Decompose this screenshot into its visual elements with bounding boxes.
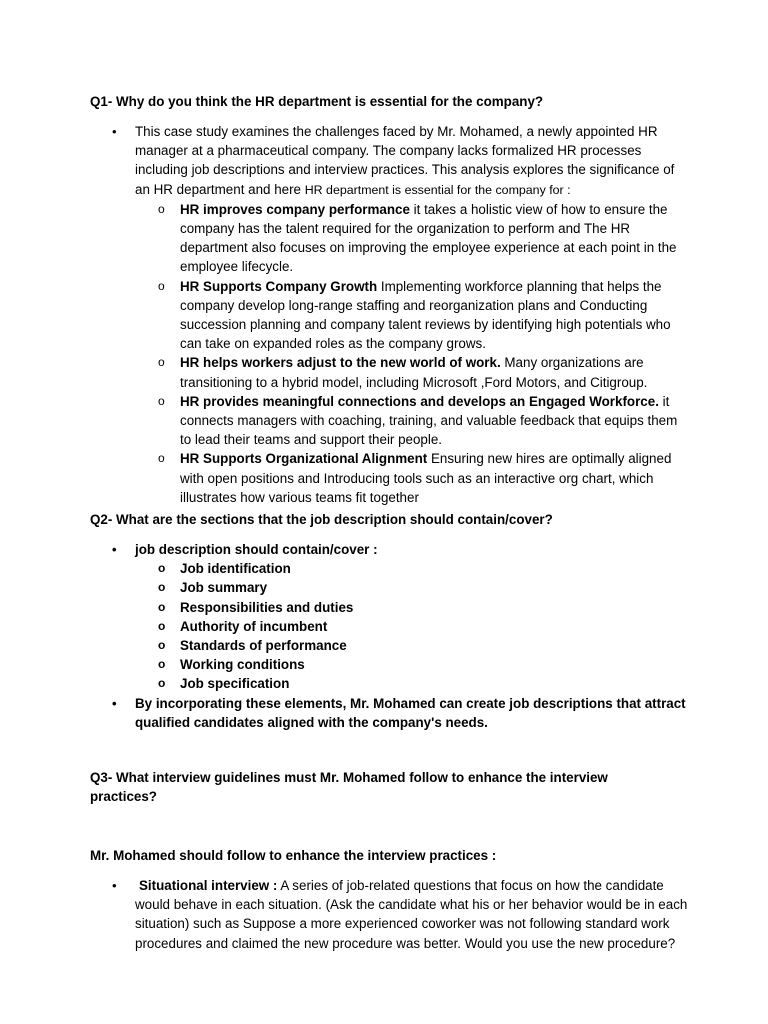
q3-subheading: Mr. Mohamed should follow to enhance the interview practices : xyxy=(90,848,497,863)
circle-bullet-icon: o xyxy=(158,618,166,633)
q2-lead-item xyxy=(90,540,690,559)
q2-section-label: Working conditions xyxy=(180,657,305,673)
q1-point-title: HR Supports Company Growth xyxy=(180,278,378,294)
q1-point xyxy=(90,353,690,391)
circle-bullet-icon: o xyxy=(158,201,165,216)
circle-bullet-icon: o xyxy=(158,355,165,370)
q1-intro-tail: HR department is essential for the company for : xyxy=(304,182,571,197)
circle-bullet-icon: o xyxy=(158,561,166,576)
q1-point xyxy=(90,277,690,354)
q1-intro-text: This case study examines the challenges faced by Mr. Mohamed, a newly appointed HR manager at a pharmaceutical company. The company lacks formalized HR processes including job descriptions and interview practices. This analysis explores the significance of an HR department and here xyxy=(135,124,675,197)
circle-bullet-icon: o xyxy=(158,638,166,653)
question-1: Q1- Why do you think the HR department is essential for the company? xyxy=(90,94,544,109)
q1-point xyxy=(90,392,690,450)
q2-section-item xyxy=(90,559,690,578)
q2-conclusion-list xyxy=(90,694,690,732)
q2-section-item xyxy=(90,674,690,693)
q2-lead-text: job description should contain/cover : xyxy=(135,542,378,557)
q2-section-label: Job specification xyxy=(180,676,290,692)
q2-section-item xyxy=(90,578,690,597)
q3-item-title: Situational interview : xyxy=(139,878,278,893)
q2-section-label: Job summary xyxy=(180,580,268,596)
circle-bullet-icon: o xyxy=(158,451,165,466)
q2-section-item xyxy=(90,617,690,636)
q1-point-text: it connects managers with coaching, training, and valuable feedback that equips them to lead their teams and support their people. xyxy=(180,393,678,448)
q2-bullet-list xyxy=(90,540,690,559)
q2-section-label: Job identification xyxy=(180,561,291,577)
q1-point-text: Implementing workforce planning that helps the company develop long-range staffing and reorganization plans and Conducting succession planning and company talent reviews by identifying high potentials who can take on expanded roles as the company grows. xyxy=(180,278,671,352)
bullet-icon: • xyxy=(112,695,117,711)
circle-bullet-icon: o xyxy=(158,393,165,408)
q1-intro-item xyxy=(90,122,690,200)
q1-point-text: it takes a holistic view of how to ensure the company has the talent required for the organization to perform and The HR department also focuses on improving the employee experience at each point in the employee lifecycle. xyxy=(180,201,677,275)
q2-section-item xyxy=(90,598,690,617)
bullet-icon: • xyxy=(112,124,117,139)
bullet-icon: • xyxy=(112,878,117,893)
q2-section-item xyxy=(90,636,690,655)
bullet-icon: • xyxy=(112,542,117,557)
circle-bullet-icon: o xyxy=(158,599,166,614)
q1-point xyxy=(90,449,690,507)
q1-point-text: Ensuring new hires are optimally aligned with open positions and Introducing tools such as an interactive org chart, which illustrates how various teams fit together xyxy=(180,451,672,505)
q3-answer xyxy=(90,876,690,953)
q1-point-title: HR Supports Organizational Alignment xyxy=(180,451,428,467)
q3-bullet-list xyxy=(90,876,690,953)
q2-section-label: Responsibilities and duties xyxy=(180,599,354,615)
q3-item-text: A series of job-related questions that focus on how the candidate would behave in each situation. (Ask the candidate what his or her behavior would be in each situation) such as Suppose a more experienced coworker was not following standard work procedures and claimed the new procedure was better. Would you use the new procedure? xyxy=(135,878,688,951)
q1-answer xyxy=(90,122,690,507)
q2-sections-list xyxy=(90,559,690,693)
q1-bullet-list xyxy=(90,122,690,200)
q3-item xyxy=(90,876,690,953)
q1-points-list xyxy=(90,200,690,507)
q1-point-title: HR helps workers adjust to the new world of work. xyxy=(180,355,501,371)
circle-bullet-icon: o xyxy=(158,278,165,293)
question-3: Q3- What interview guidelines must Mr. Mohamed follow to enhance the interview practices? xyxy=(90,770,608,805)
circle-bullet-icon: o xyxy=(158,580,166,595)
question-2: Q2- What are the sections that the job description should contain/cover? xyxy=(90,512,553,527)
q2-section-label: Standards of performance xyxy=(180,638,347,654)
q1-point-text: Many organizations are transitioning to a hybrid model, including Microsoft ,Ford Motors, and Citigroup. xyxy=(180,355,648,390)
circle-bullet-icon: o xyxy=(158,657,166,672)
q2-section-item xyxy=(90,655,690,674)
q2-section-label: Authority of incumbent xyxy=(180,618,328,634)
q1-point-title: HR improves company performance xyxy=(180,201,410,217)
q1-point-title: HR provides meaningful connections and develops an Engaged Workforce. xyxy=(180,393,659,409)
q2-conclusion-item xyxy=(90,694,690,732)
circle-bullet-icon: o xyxy=(158,676,166,691)
q2-answer xyxy=(90,540,690,732)
q1-point xyxy=(90,200,690,277)
q2-conclusion-text: By incorporating these elements, Mr. Mohamed can create job descriptions that attract qualified candidates aligned with the company's needs. xyxy=(135,695,686,730)
